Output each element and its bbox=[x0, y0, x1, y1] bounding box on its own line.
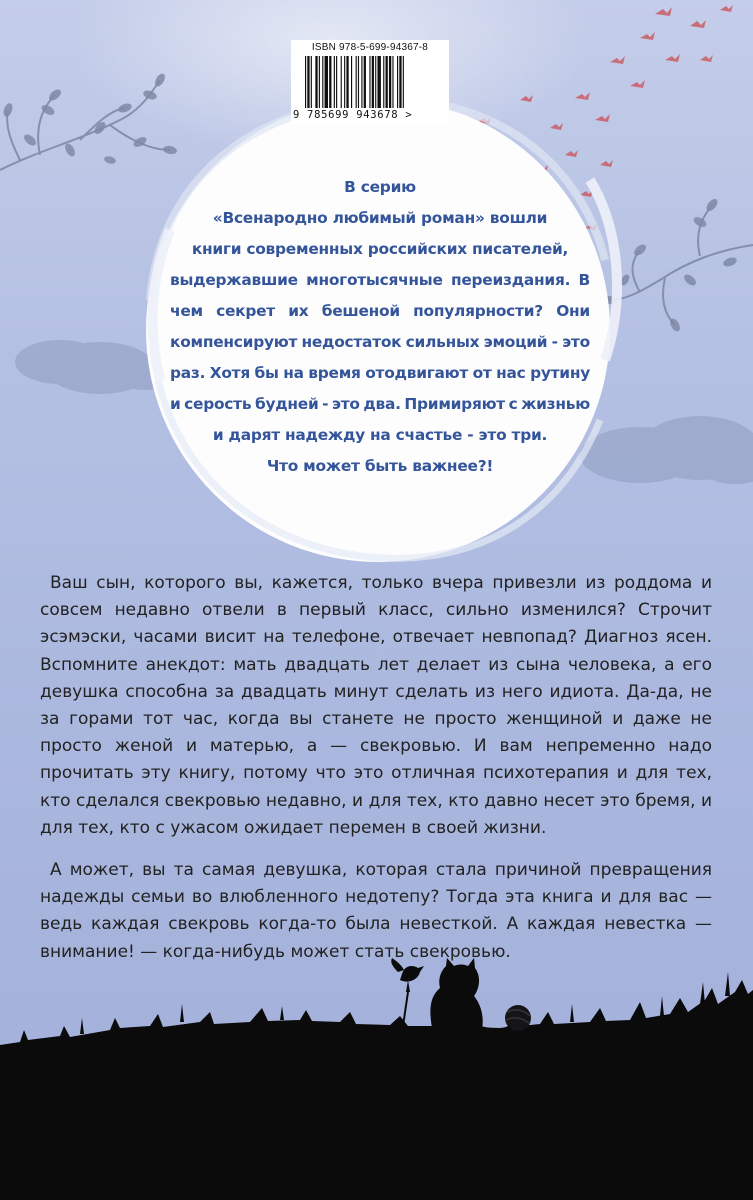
grass-silhouette-icon bbox=[0, 980, 753, 1200]
description-paragraph: А может, вы та самая девушка, которая стала причиной превращения надежды семьи во влюбленного недотепу? Тогда эта книга и для вас — ведь каждая свекровь когда-то была невесткой. А каждая невестка — внимание! — когда-нибудь может стать свекровью. bbox=[40, 860, 712, 962]
blurb-line: и дарят надежду на счастье - это три. bbox=[212, 426, 548, 444]
blurb-line: «Всенародно любимый роман» вошли bbox=[212, 209, 548, 227]
blurb-word: два. bbox=[363, 395, 401, 413]
blurb-word: выдержавшие bbox=[170, 271, 298, 289]
blurb-word: - bbox=[551, 333, 558, 351]
small-bird-icon bbox=[391, 958, 424, 992]
blurb-word: нас bbox=[496, 364, 526, 382]
blurb-word: серость bbox=[184, 395, 252, 413]
blurb-word: это bbox=[562, 333, 590, 351]
blurb-word: В bbox=[578, 271, 590, 289]
blurb-word: бы bbox=[254, 364, 279, 382]
blurb-word: отодвигают bbox=[365, 364, 469, 382]
blurb-word: сильных bbox=[405, 333, 480, 351]
blurb-word: - bbox=[322, 395, 329, 413]
description-paragraph: Ваш сын, которого вы, кажется, только вчера привезли из роддома и совсем недавно отвели в первый класс, сильно изменился? Строчит эсэмэски, часами висит на телефоне, отвечает невпопад? Диагноз ясен. Вспомните анекдот: мать двадцать лет делает из сына человека, а его девушка способна за двадцать минут сделать из него идиота. Да-да, не за горами тот час, когда вы станете не просто женщиной и даже не просто женой и матерью, а — свекровью. И вам непременно надо прочитать эту книгу, потому что это отличная психотерапия и для тех, кто сделался свекровью недавно, и для тех, кто давно несет это бремя, и для тех, кто с ужасом ожидает перемен в своей жизни. bbox=[40, 573, 712, 838]
blurb-word: их bbox=[288, 302, 309, 320]
blurb-word: эмоций bbox=[483, 333, 548, 351]
barcode-digits: 9 785699 943678 > bbox=[293, 109, 413, 121]
blurb-word: время bbox=[308, 364, 361, 382]
blurb-word: компенсируют bbox=[170, 333, 298, 351]
blurb-word: раз. bbox=[170, 364, 206, 382]
blurb-word: и bbox=[170, 395, 181, 413]
blurb-line: Что может быть важнее?! bbox=[266, 457, 494, 475]
blurb-word: с bbox=[508, 395, 518, 413]
blurb-word: Примиряют bbox=[404, 395, 505, 413]
blurb-word: на bbox=[283, 364, 304, 382]
blurb-word: чем bbox=[170, 302, 203, 320]
blurb-word: многотысячные bbox=[306, 271, 443, 289]
blurb-word: бешеной bbox=[321, 302, 400, 320]
blurb-word: Хотя bbox=[209, 364, 250, 382]
blurb-word: от bbox=[472, 364, 492, 382]
blurb-word: секрет bbox=[216, 302, 275, 320]
blurb-word: недостаток bbox=[301, 333, 402, 351]
blurb-word: это bbox=[331, 395, 360, 413]
blurb-word: популярности? bbox=[413, 302, 543, 320]
blurb-word: рутину bbox=[530, 364, 590, 382]
blurb-word: Они bbox=[556, 302, 590, 320]
blurb-line: книги современных российских писателей, bbox=[191, 240, 569, 258]
isbn-label: ISBN 978-5-699-94367-8 bbox=[311, 42, 429, 53]
blurb-line: В серию bbox=[344, 178, 416, 196]
blurb-word: жизнью bbox=[521, 395, 590, 413]
blurb-word: будней bbox=[254, 395, 319, 413]
cat-silhouette-icon bbox=[430, 958, 510, 1034]
blurb-word: переиздания. bbox=[450, 271, 571, 289]
